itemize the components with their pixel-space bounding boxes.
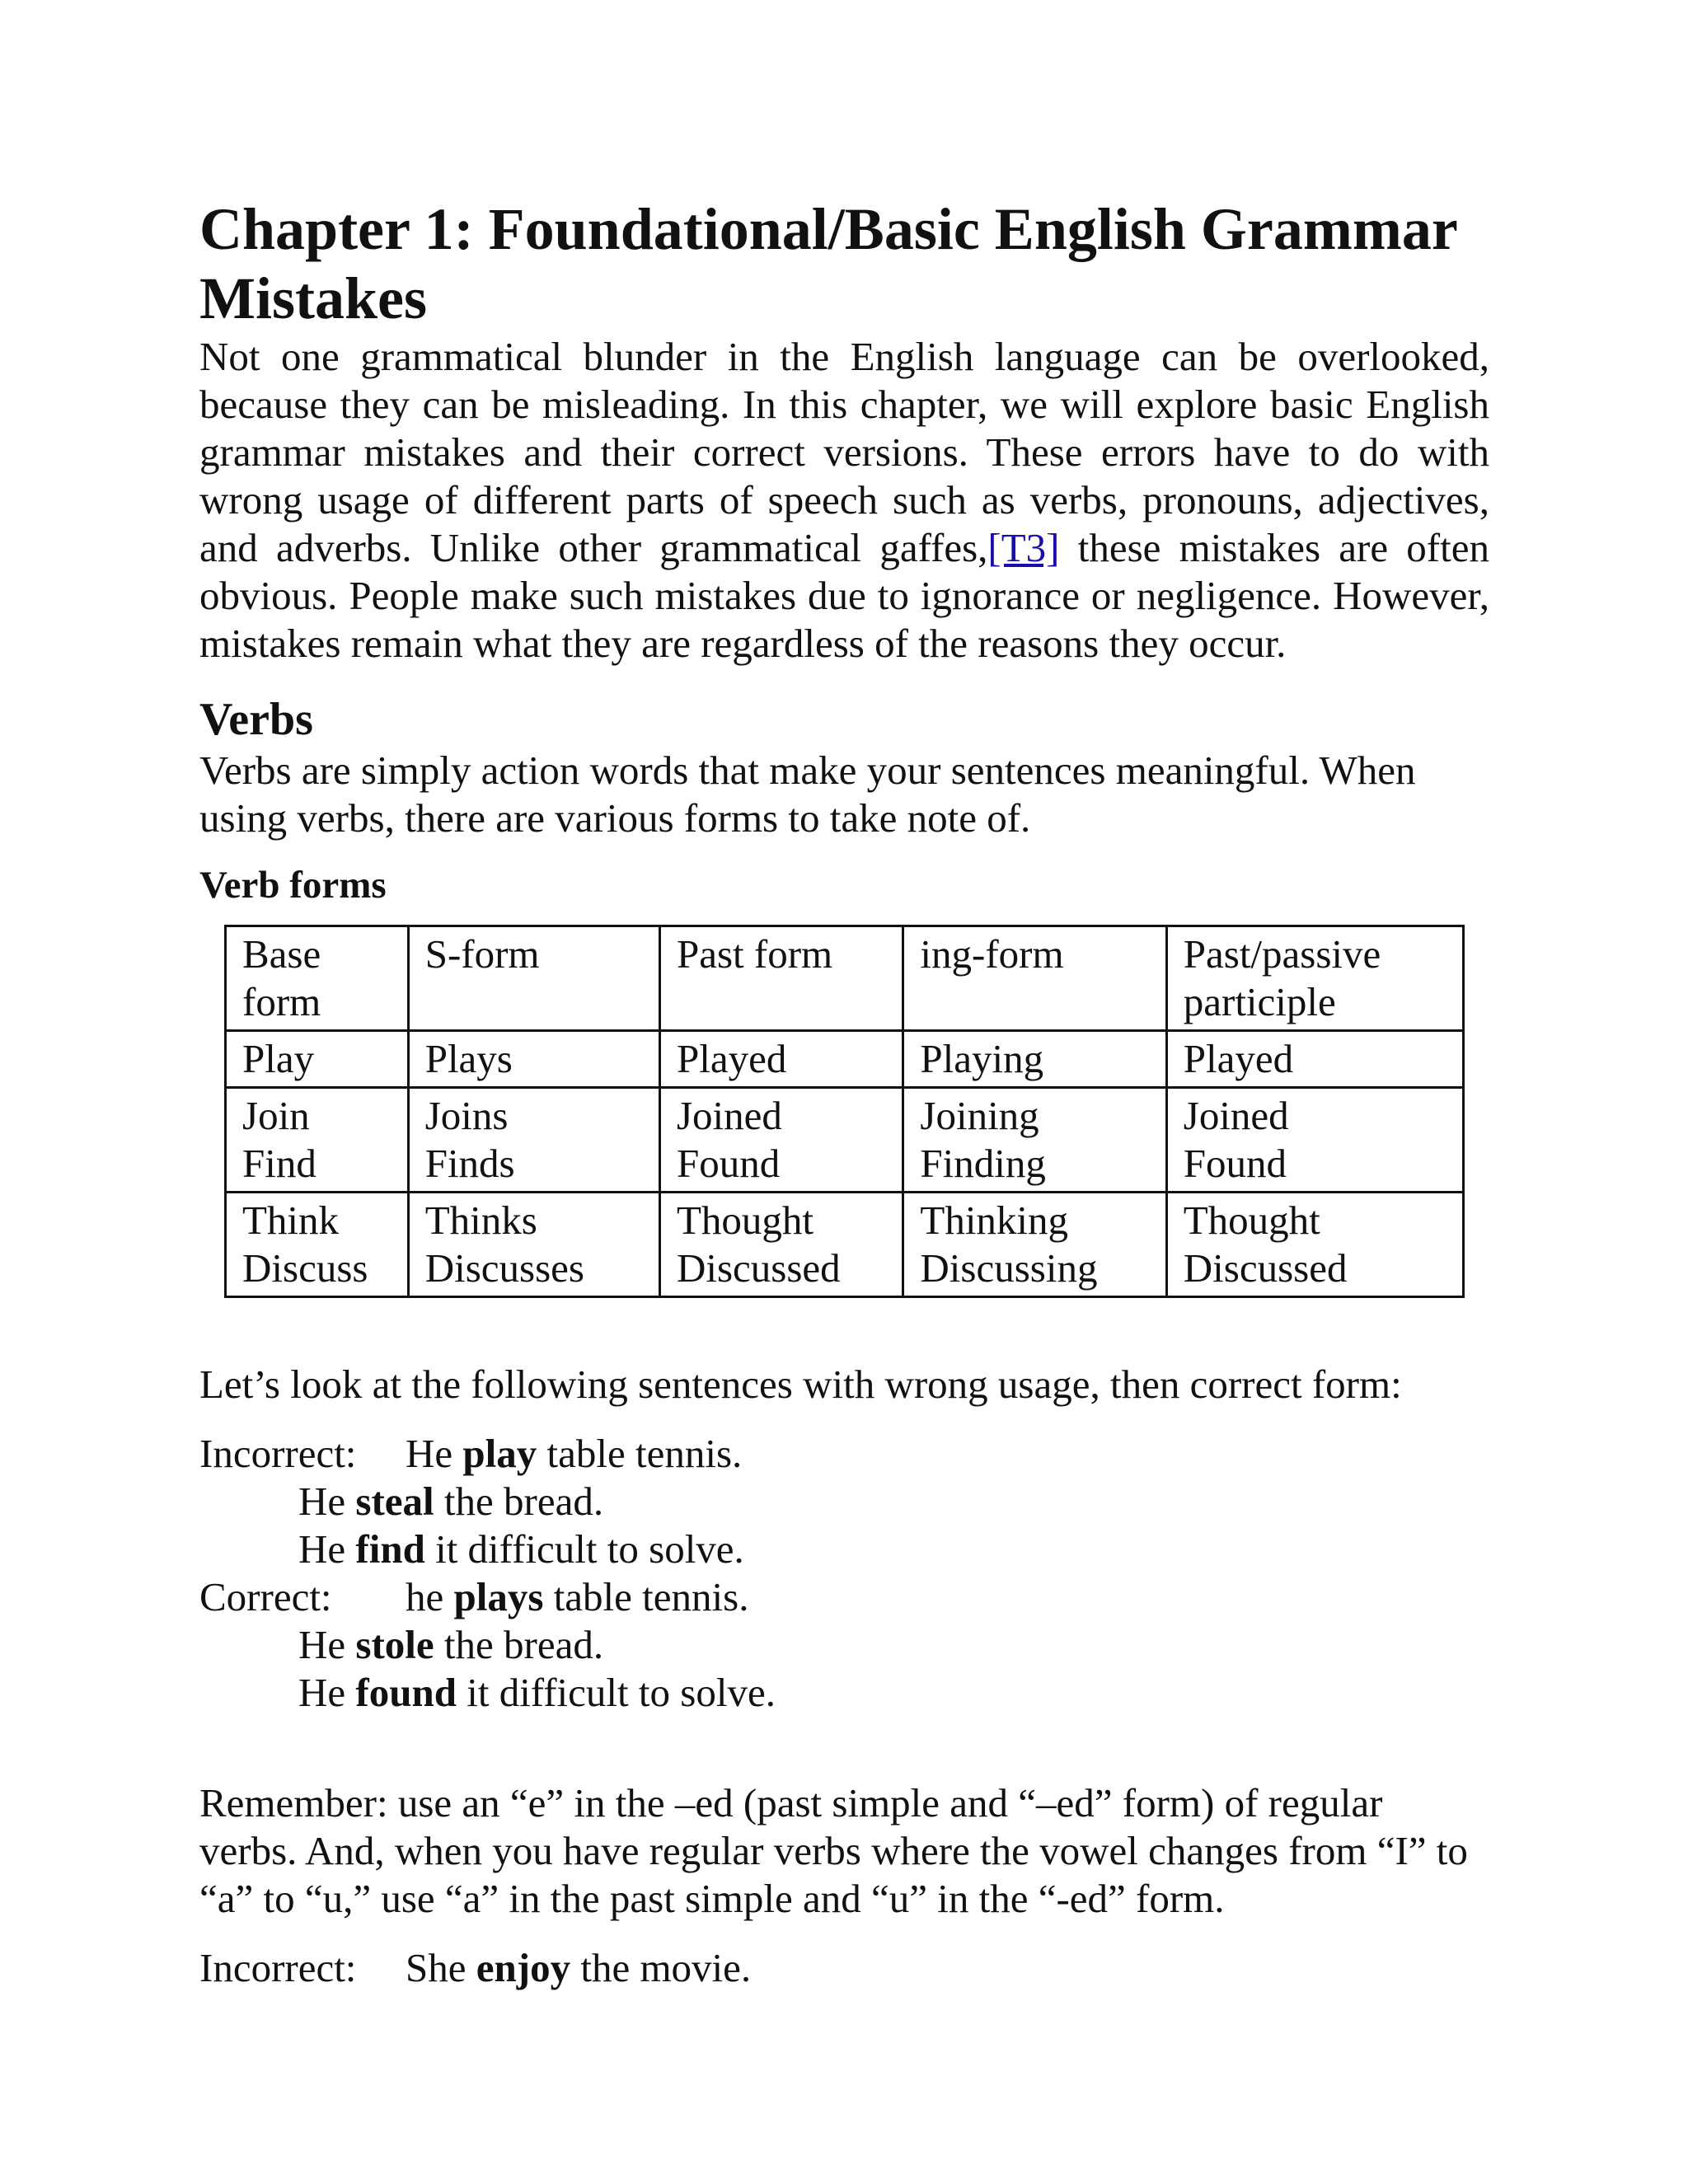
cell-line: Finds (424, 1141, 515, 1186)
cell-line: Thinking (920, 1197, 1069, 1243)
sentence-part: it difficult to solve. (456, 1670, 776, 1715)
example-row (199, 1478, 1489, 1526)
cell-line: Discussing (920, 1245, 1098, 1291)
cell-line: Joined (676, 1093, 782, 1138)
table-header-cell: Base form (226, 926, 409, 1031)
sentence-verb: enjoy (476, 1945, 571, 1990)
cell-line: Discusses (424, 1245, 584, 1291)
sentence-part: table tennis. (543, 1574, 749, 1619)
cell-line: Found (676, 1141, 781, 1186)
cell-line: Join (242, 1093, 310, 1138)
example-sentence (298, 1669, 776, 1717)
cell-line: Played (676, 1036, 787, 1081)
example-sentence (406, 1430, 742, 1478)
sentence-verb: stole (355, 1622, 434, 1667)
cell-line: Thinks (424, 1197, 537, 1243)
example-sentence (298, 1478, 603, 1526)
verb-forms-table (224, 925, 1465, 1298)
example-sentence (406, 1573, 748, 1621)
example-sentence (298, 1621, 603, 1669)
sentence-part: the movie. (570, 1945, 752, 1990)
cell-line: Found (1183, 1141, 1287, 1186)
comment-link[interactable]: [T3] (987, 525, 1060, 570)
table-header-cell: Past form (659, 926, 903, 1031)
sentence-part: She (406, 1945, 476, 1990)
cell-line: Think (242, 1197, 340, 1243)
cell-line: Thought (1183, 1197, 1320, 1243)
table-cell (1166, 1193, 1463, 1297)
example-row (199, 1621, 1489, 1669)
cell-line: Playing (920, 1036, 1044, 1081)
intro-text-after-link: these mistakes are often obvious. People make such mistakes due to ignorance or negligence. However, mistakes remain what they are regardless of the reasons they occur. (199, 525, 1489, 666)
cell-line: Discussed (676, 1245, 841, 1291)
example-row (199, 1669, 1489, 1717)
cell-line: Joining (920, 1093, 1039, 1138)
table-cell (408, 1031, 659, 1088)
intro-text-before-link: Not one grammatical blunder in the English language can be overlooked, because they can be misleading. In this chapter, we will explore basic English grammar mistakes and their correct versions. These errors have to do with wrong usage of different parts of speech such as verbs, pronouns, adjectives, and adverbs. Unlike other grammatical gaffes, (199, 334, 1489, 570)
cell-line: Find (242, 1141, 316, 1186)
cell-line: Discuss (242, 1245, 368, 1291)
table-header-cell: S-form (408, 926, 659, 1031)
table-cell (226, 1088, 409, 1193)
chapter-heading: Chapter 1: Foundational/Basic English Grammar Mistakes (199, 196, 1457, 331)
table-cell (408, 1088, 659, 1193)
table-header-cell: Past/passive participle (1166, 926, 1463, 1031)
sentence-verb: find (355, 1526, 425, 1572)
table-cell (408, 1193, 659, 1297)
correct-label: Correct: (199, 1574, 332, 1619)
sentence-verb: found (355, 1670, 457, 1715)
table-header-row (226, 926, 1464, 1031)
cell-line: Played (1183, 1036, 1294, 1081)
examples-intro: Let’s look at the following sentences with wrong usage, then correct form: (199, 1361, 1402, 1407)
cell-line: Thought (676, 1197, 814, 1243)
sentence-part: He (298, 1670, 356, 1715)
sentence-part: the bread. (434, 1622, 604, 1667)
table-cell (226, 1031, 409, 1088)
verb-examples (199, 1430, 1489, 1717)
subheading-verb-forms: Verb forms (199, 864, 387, 907)
sentence-part: the bread. (434, 1479, 604, 1524)
table-cell (903, 1031, 1166, 1088)
section-heading-verbs: Verbs (199, 694, 313, 745)
table-cell (659, 1031, 903, 1088)
sentence-part: He (298, 1479, 356, 1524)
cell-line: Discussed (1183, 1245, 1348, 1291)
example-row (199, 1430, 1489, 1478)
table-header-cell: ing-form (903, 926, 1166, 1031)
sentence-part: it difficult to solve. (424, 1526, 744, 1572)
incorrect-label: Incorrect: (199, 1945, 357, 1990)
cell-line: Finding (920, 1141, 1046, 1186)
table-cell (659, 1193, 903, 1297)
table-row (226, 1031, 1464, 1088)
sentence-part: He (298, 1526, 356, 1572)
verbs-paragraph: Verbs are simply action words that make your sentences meaningful. When using verbs, there are various forms to take note of. (199, 748, 1416, 841)
sentence-part: He (298, 1622, 356, 1667)
example-sentence (406, 1944, 751, 1992)
remember-paragraph: Remember: use an “e” in the –ed (past simple and “–ed” form) of regular verbs. And, when you have regular verbs where the vowel changes from “I” to “a” to “u,” use “a” in the past simple and “u” in the “-ed” form. (199, 1780, 1468, 1921)
table-row (226, 1088, 1464, 1193)
cell-line: Plays (424, 1036, 513, 1081)
cell-line: Joins (424, 1093, 509, 1138)
table-cell (1166, 1088, 1463, 1193)
sentence-verb: steal (355, 1479, 434, 1524)
page-content (199, 194, 1489, 1992)
sentence-part: he (406, 1574, 454, 1619)
cell-line: Joined (1183, 1093, 1289, 1138)
table-cell (903, 1193, 1166, 1297)
cell-line: Play (242, 1036, 315, 1081)
table-cell (226, 1193, 409, 1297)
sentence-verb: plays (453, 1574, 544, 1619)
table-cell (659, 1088, 903, 1193)
sentence-part: He (406, 1431, 463, 1476)
table-cell (1166, 1031, 1463, 1088)
sentence-part: table tennis. (537, 1431, 743, 1476)
example-row (199, 1526, 1489, 1573)
final-example-row (199, 1944, 1489, 1992)
sentence-verb: play (462, 1431, 537, 1476)
incorrect-label: Incorrect: (199, 1431, 357, 1476)
table-cell (903, 1088, 1166, 1193)
intro-paragraph (199, 333, 1489, 668)
example-sentence (298, 1526, 744, 1573)
table-row (226, 1193, 1464, 1297)
example-row (199, 1573, 1489, 1621)
